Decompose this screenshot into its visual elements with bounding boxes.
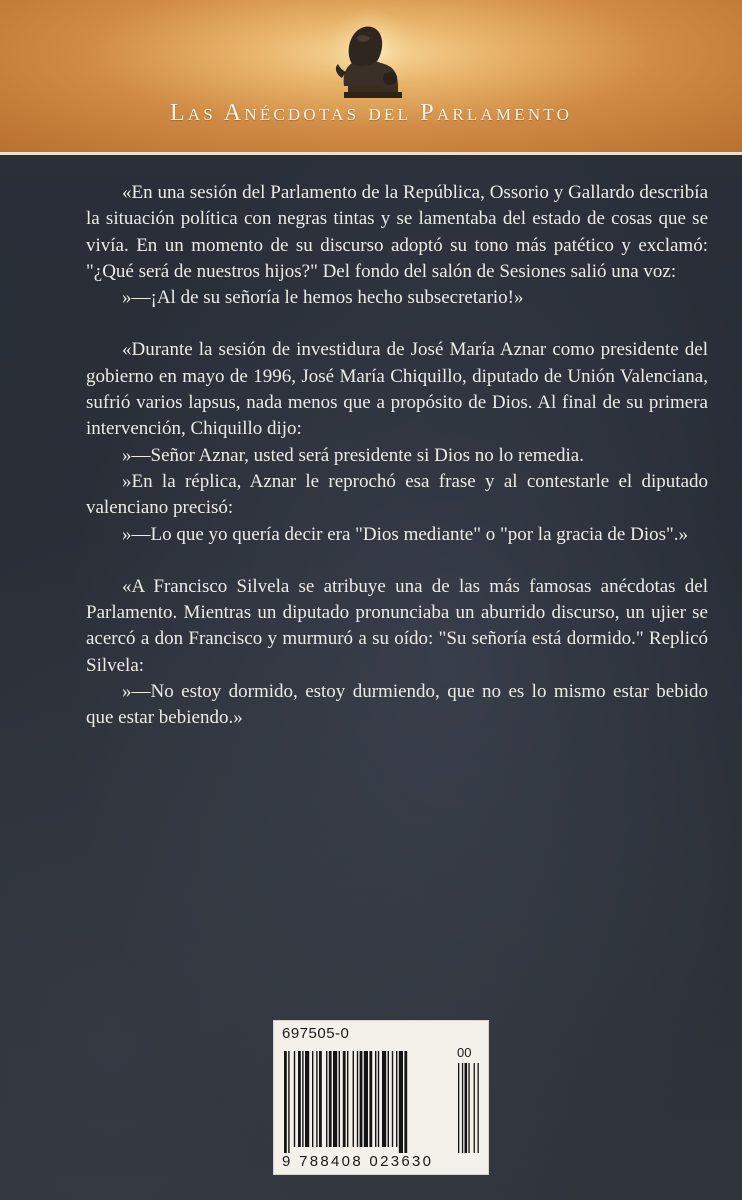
paragraph: «A Francisco Silvela se atribuye una de las más famosas anécdotas del Parlamento. Mientras un diputado pronunciaba un aburrido discurso, un ujier se acercó a don Francisco y murmuró a su oído: "Su señoría está dormido." Replicó Silvela: — [86, 575, 708, 676]
header-band — [0, 0, 742, 155]
barcode-code: 697505-0 — [282, 1025, 350, 1042]
anecdote-block — [86, 180, 708, 311]
lion-statue-icon — [322, 8, 418, 102]
anecdote-block — [86, 337, 708, 547]
barcode-bars-icon — [282, 1051, 482, 1153]
anecdotes-text — [86, 180, 708, 732]
paragraph: «En una sesión del Parlamento de la República, Ossorio y Gallardo describía la situación política con negras tintas y se lamentaba del estado de cosas que se vivía. En un momento de su discurso adoptó su tono más patético y exclamó: "¿Qué será de nuestros hijos?" Del fondo del salón de Sesiones salió una voz: — [86, 182, 708, 282]
paragraph: »—Señor Aznar, usted será presidente si Dios no lo remedia. — [122, 444, 584, 466]
series-title: Las Anécdotas del Parlamento — [169, 100, 573, 126]
anecdote-block — [86, 574, 708, 732]
paragraph: »En la réplica, Aznar le reprochó esa frase y al contestarle el diputado valenciano precisó: — [86, 470, 708, 519]
paragraph: «Durante la sesión de investidura de José María Aznar como presidente del gobierno en mayo de 1996, José María Chiquillo, diputado de Unión Valenciana, sufrió varios lapsus, nada menos que a propósito de Dios. Al final de su primera intervención, Chiquillo dijo: — [86, 339, 708, 440]
barcode-isbn-digits: 9 788408 023630 — [282, 1153, 434, 1170]
barcode-addon: 00 — [457, 1045, 472, 1060]
paragraph: »—No estoy dormido, estoy durmiendo, que no es lo mismo estar bebido que estar bebiendo.» — [86, 681, 708, 729]
barcode-label — [274, 1021, 488, 1174]
paragraph: »—¡Al de su señoría le hemos hecho subsecretario!» — [122, 287, 524, 309]
paragraph: »—Lo que yo quería decir era "Dios mediante" o "por la gracia de Dios".» — [122, 523, 689, 545]
